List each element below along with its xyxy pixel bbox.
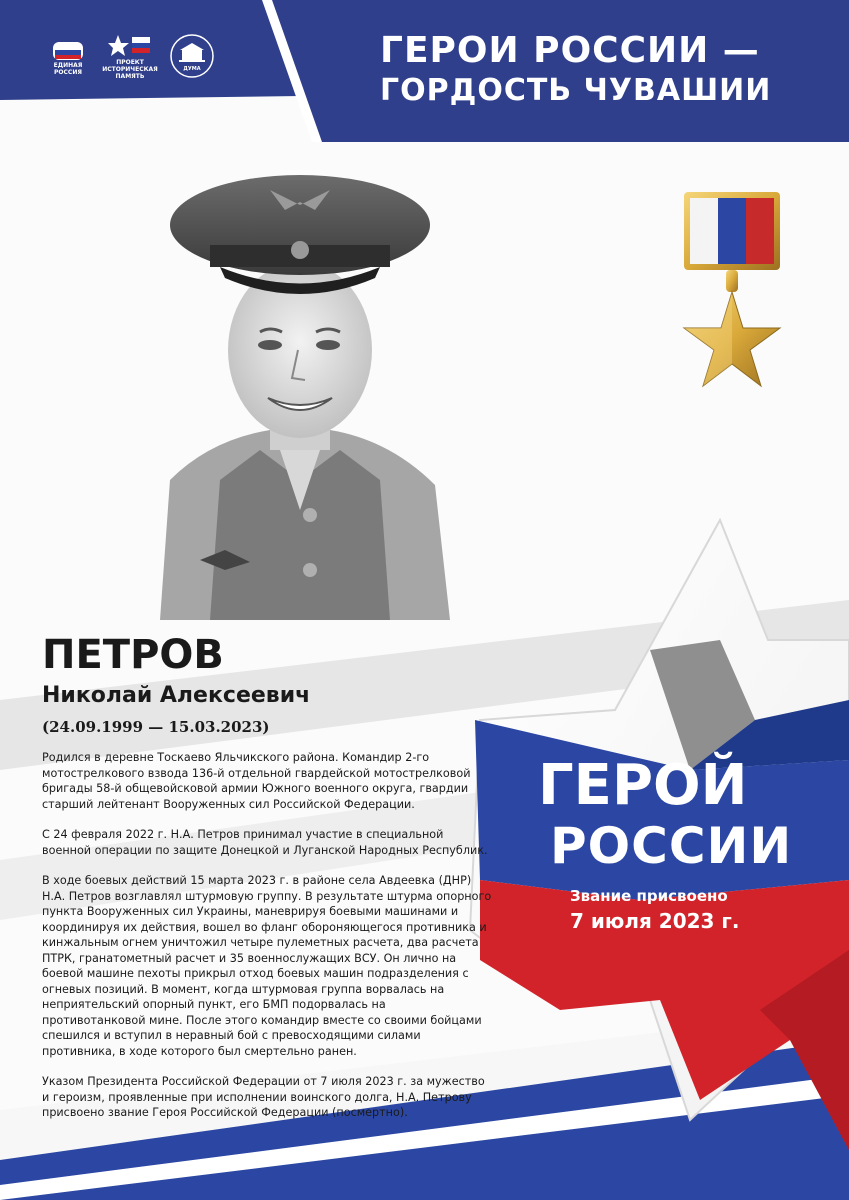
historical-memory-caption: ПРОЕКТ ИСТОРИЧЕСКАЯ ПАМЯТЬ bbox=[102, 58, 158, 80]
party-logo-caption: ЕДИНАЯ РОССИЯ bbox=[53, 62, 83, 76]
poster-title-line2: ГОРДОСТЬ ЧУВАШИИ bbox=[380, 73, 772, 108]
hero-surname: ПЕТРОВ bbox=[42, 632, 224, 678]
poster-title-line1: ГЕРОИ РОССИИ — bbox=[380, 30, 760, 71]
badge-awarded-label: Звание присвоено bbox=[570, 887, 728, 905]
historical-memory-logo[interactable] bbox=[102, 32, 158, 80]
badge-awarded-date: 7 июля 2023 г. bbox=[570, 909, 740, 933]
hero-name-block bbox=[42, 632, 310, 738]
hero-given-names: Николай Алексеевич bbox=[42, 683, 311, 708]
biography bbox=[42, 750, 492, 1136]
logo-group bbox=[40, 32, 220, 80]
hero-of-russia-badge bbox=[530, 755, 792, 935]
hero-medal-icon bbox=[676, 188, 788, 398]
hero-life-dates: (24.09.1999 — 15.03.2023) bbox=[42, 718, 270, 736]
poster-title bbox=[380, 30, 800, 110]
badge-title-line2: РОССИИ bbox=[550, 817, 793, 875]
bio-paragraph: Родился в деревне Тоскаево Яльчикского района. Командир 2-го мотострелкового взвода 136-й отдельной гвардейской мотострелковой бригады 58-й общевойсковой армии Южного военного округа, гвардии старший лейтенант Вооруженных сил Российской Федерации. bbox=[42, 751, 471, 811]
state-duma-logo-icon bbox=[167, 32, 217, 80]
hero-portrait bbox=[150, 150, 450, 620]
svg-text:ДУМА: ДУМА bbox=[183, 66, 201, 72]
state-duma-logo[interactable] bbox=[164, 32, 220, 80]
party-logo[interactable] bbox=[40, 32, 96, 80]
bio-paragraph: Указом Президента Российской Федерации от 7 июля 2023 г. за мужество и героизм, проявленные при исполнении воинского долга, Н.А. Петрову присвоено звание Героя Российской Федерации (посмертно). bbox=[42, 1075, 485, 1119]
bio-paragraph: С 24 февраля 2022 г. Н.А. Петров принимал участие в специальной военной операции по защите Донецкой и Луганской Народных Республик. bbox=[42, 828, 488, 857]
bear-party-logo-icon bbox=[51, 36, 85, 62]
historical-memory-logo-icon bbox=[108, 33, 152, 59]
bio-paragraph: В ходе боевых действий 15 марта 2023 г. в районе села Авдеевка (ДНР) Н.А. Петров возглавлял штурмовую группу. В результате штурма опорного пункта Вооруженных сил Украины, маневрируя боевыми машинами и координируя их действия, вошел во фланг обороняющегося противника и кинжальным огнем уничтожил четыре пулеметных расчета, два расчета ПТРК, гранатометный расчет и 35 военнослужащих ВСУ. Он лично на боевой машине пехоты прикрыл отход боевых машин подразделения с огневых позиций. В момент, когда штурмовая группа ворвалась на неприятельский опорный пункт, его БМП подорвалась на противотанковой мине. После этого командир вместе со своими бойцами спешился и вступил в неравный бой с превосходящими силами противника, в ходе которого был смертельно ранен. bbox=[42, 874, 492, 1058]
badge-title-line1: ГЕРОЙ bbox=[538, 753, 748, 818]
